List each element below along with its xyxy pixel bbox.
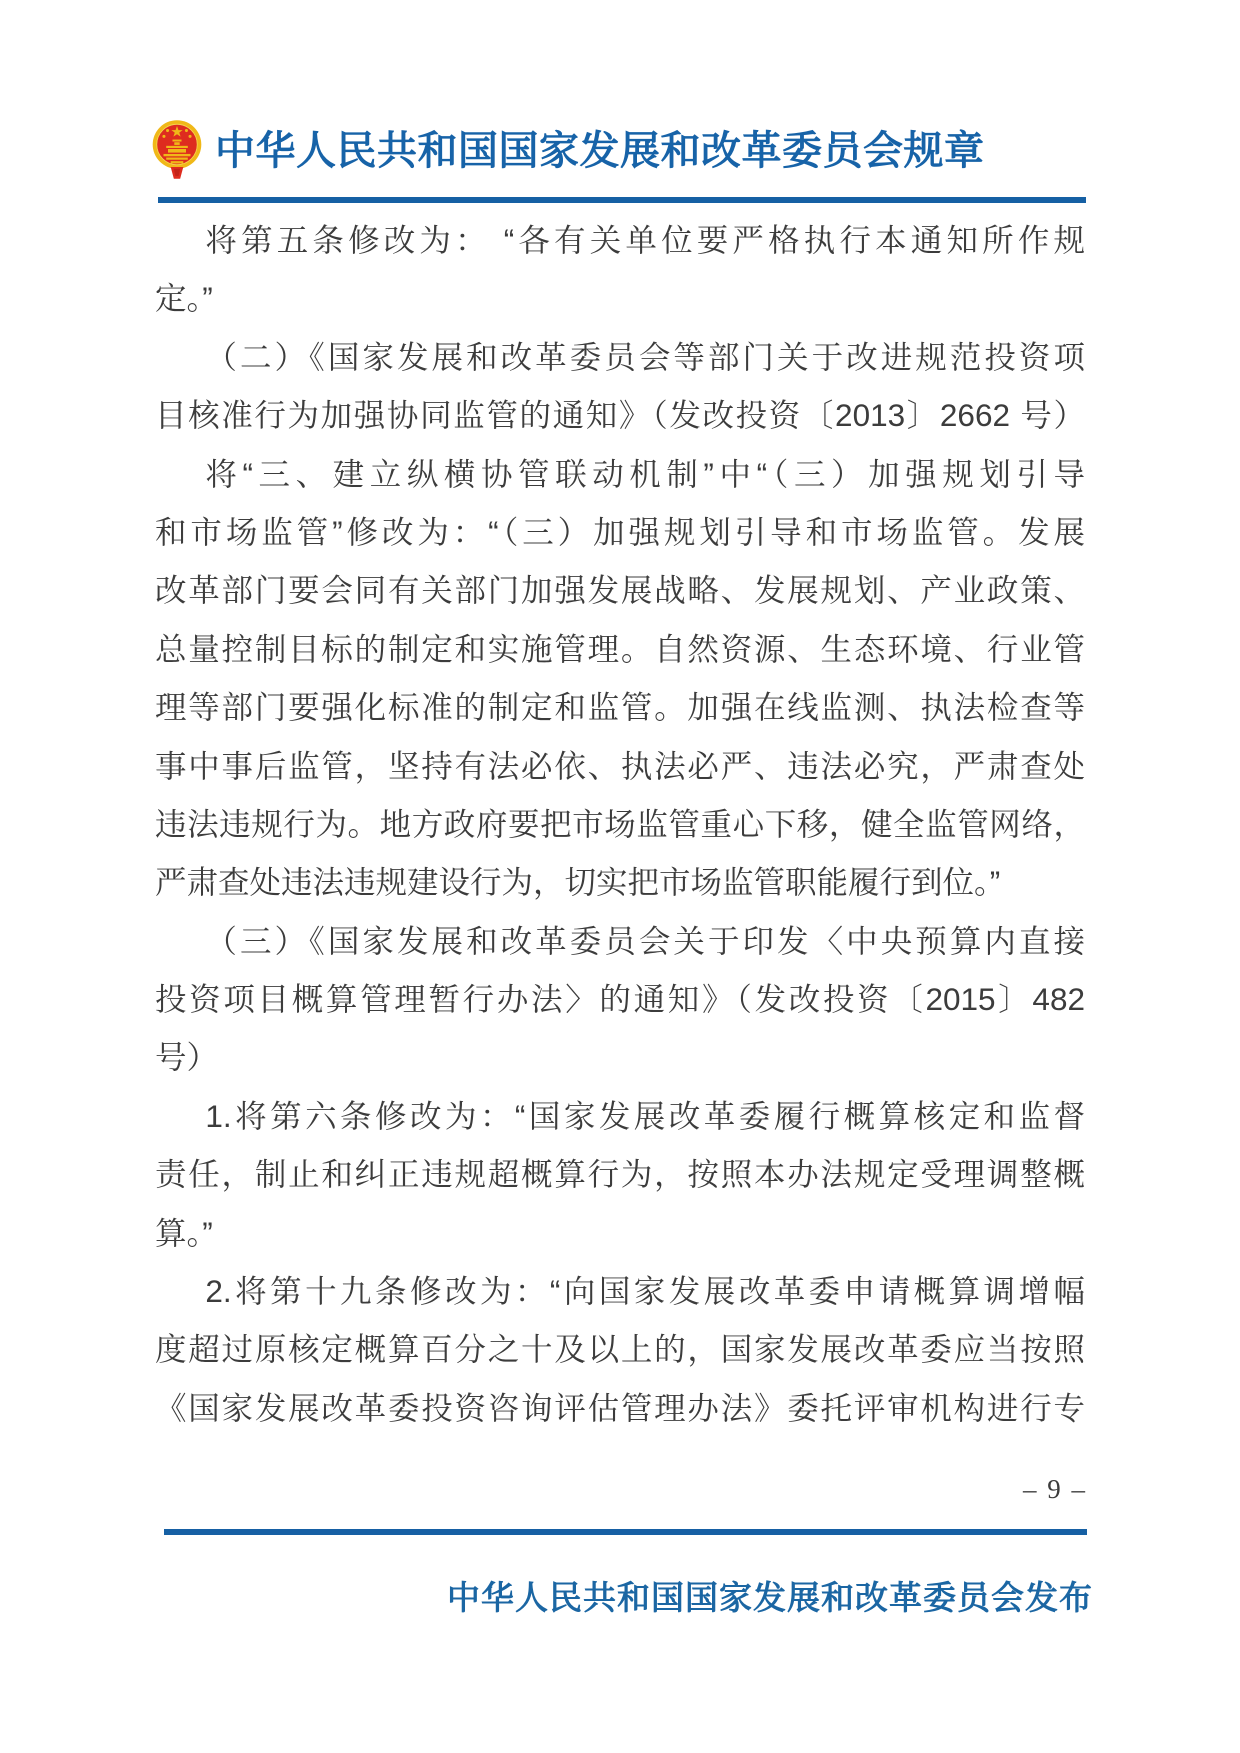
body-text-line: 1.将第六条修改为：“国家发展改革委履行概算核定和监督 bbox=[205, 1097, 1085, 1134]
body-text-line: （二）《国家发展和改革委员会等部门关于改进规范投资项 bbox=[205, 338, 1085, 375]
body-text-line: （三）《国家发展和改革委员会关于印发〈中央预算内直接 bbox=[205, 922, 1085, 959]
body-text-line: 定。” bbox=[155, 280, 213, 317]
body-text-line: 事中事后监管，坚持有法必依、执法必严、违法必究，严肃查处 bbox=[155, 747, 1085, 784]
body-text-line: 责任，制止和纠正违规超概算行为，按照本办法规定受理调整概 bbox=[155, 1156, 1085, 1193]
body-text-line: 改革部门要会同有关部门加强发展战略、发展规划、产业政策、 bbox=[155, 572, 1085, 609]
body-text-line: 2.将第十九条修改为：“向国家发展改革委申请概算调增幅 bbox=[205, 1273, 1085, 1310]
footer-divider bbox=[164, 1529, 1087, 1535]
china-national-emblem-icon bbox=[150, 118, 204, 180]
publisher-line: 中华人民共和国国家发展和改革委员会发布 bbox=[447, 1581, 1093, 1617]
page-title: 中华人民共和国国家发展和改革委员会规章 bbox=[215, 128, 985, 173]
body-text-line: 投资项目概算管理暂行办法〉的通知》（发改投资〔2015〕482 bbox=[155, 981, 1085, 1018]
document-body bbox=[155, 211, 1085, 1437]
page-number: – 9 – bbox=[1023, 1474, 1087, 1504]
body-text-line: 违法违规行为。地方政府要把市场监管重心下移，健全监管网络， bbox=[155, 805, 1085, 842]
body-text-line: 理等部门要强化标准的制定和监管。加强在线监测、执法检查等 bbox=[155, 689, 1085, 726]
body-text-line: 号） bbox=[155, 1039, 219, 1076]
page-header bbox=[150, 116, 1090, 182]
body-text-line: 算。” bbox=[155, 1214, 213, 1251]
body-text-line: 总量控制目标的制定和实施管理。自然资源、生态环境、行业管 bbox=[155, 630, 1085, 667]
body-text-line: 《国家发展改革委投资咨询评估管理办法》委托评审机构进行专 bbox=[155, 1389, 1085, 1426]
body-text-line: 和市场监管”修改为：“（三）加强规划引导和市场监管。发展 bbox=[155, 513, 1085, 550]
body-text-line: 严肃查处违法违规建设行为，切实把市场监管职能履行到位。” bbox=[155, 864, 1001, 901]
header-divider bbox=[158, 197, 1086, 203]
body-text-line: 将第五条修改为： “各有关单位要严格执行本通知所作规 bbox=[205, 222, 1085, 258]
body-text-line: 目核准行为加强协同监管的通知》（发改投资〔2013〕2662 号） bbox=[155, 397, 1085, 434]
body-text-line: 度超过原核定概算百分之十及以上的，国家发展改革委应当按照 bbox=[155, 1331, 1085, 1368]
body-text-line: 将“三、建立纵横协管联动机制”中“（三）加强规划引导 bbox=[205, 455, 1085, 492]
